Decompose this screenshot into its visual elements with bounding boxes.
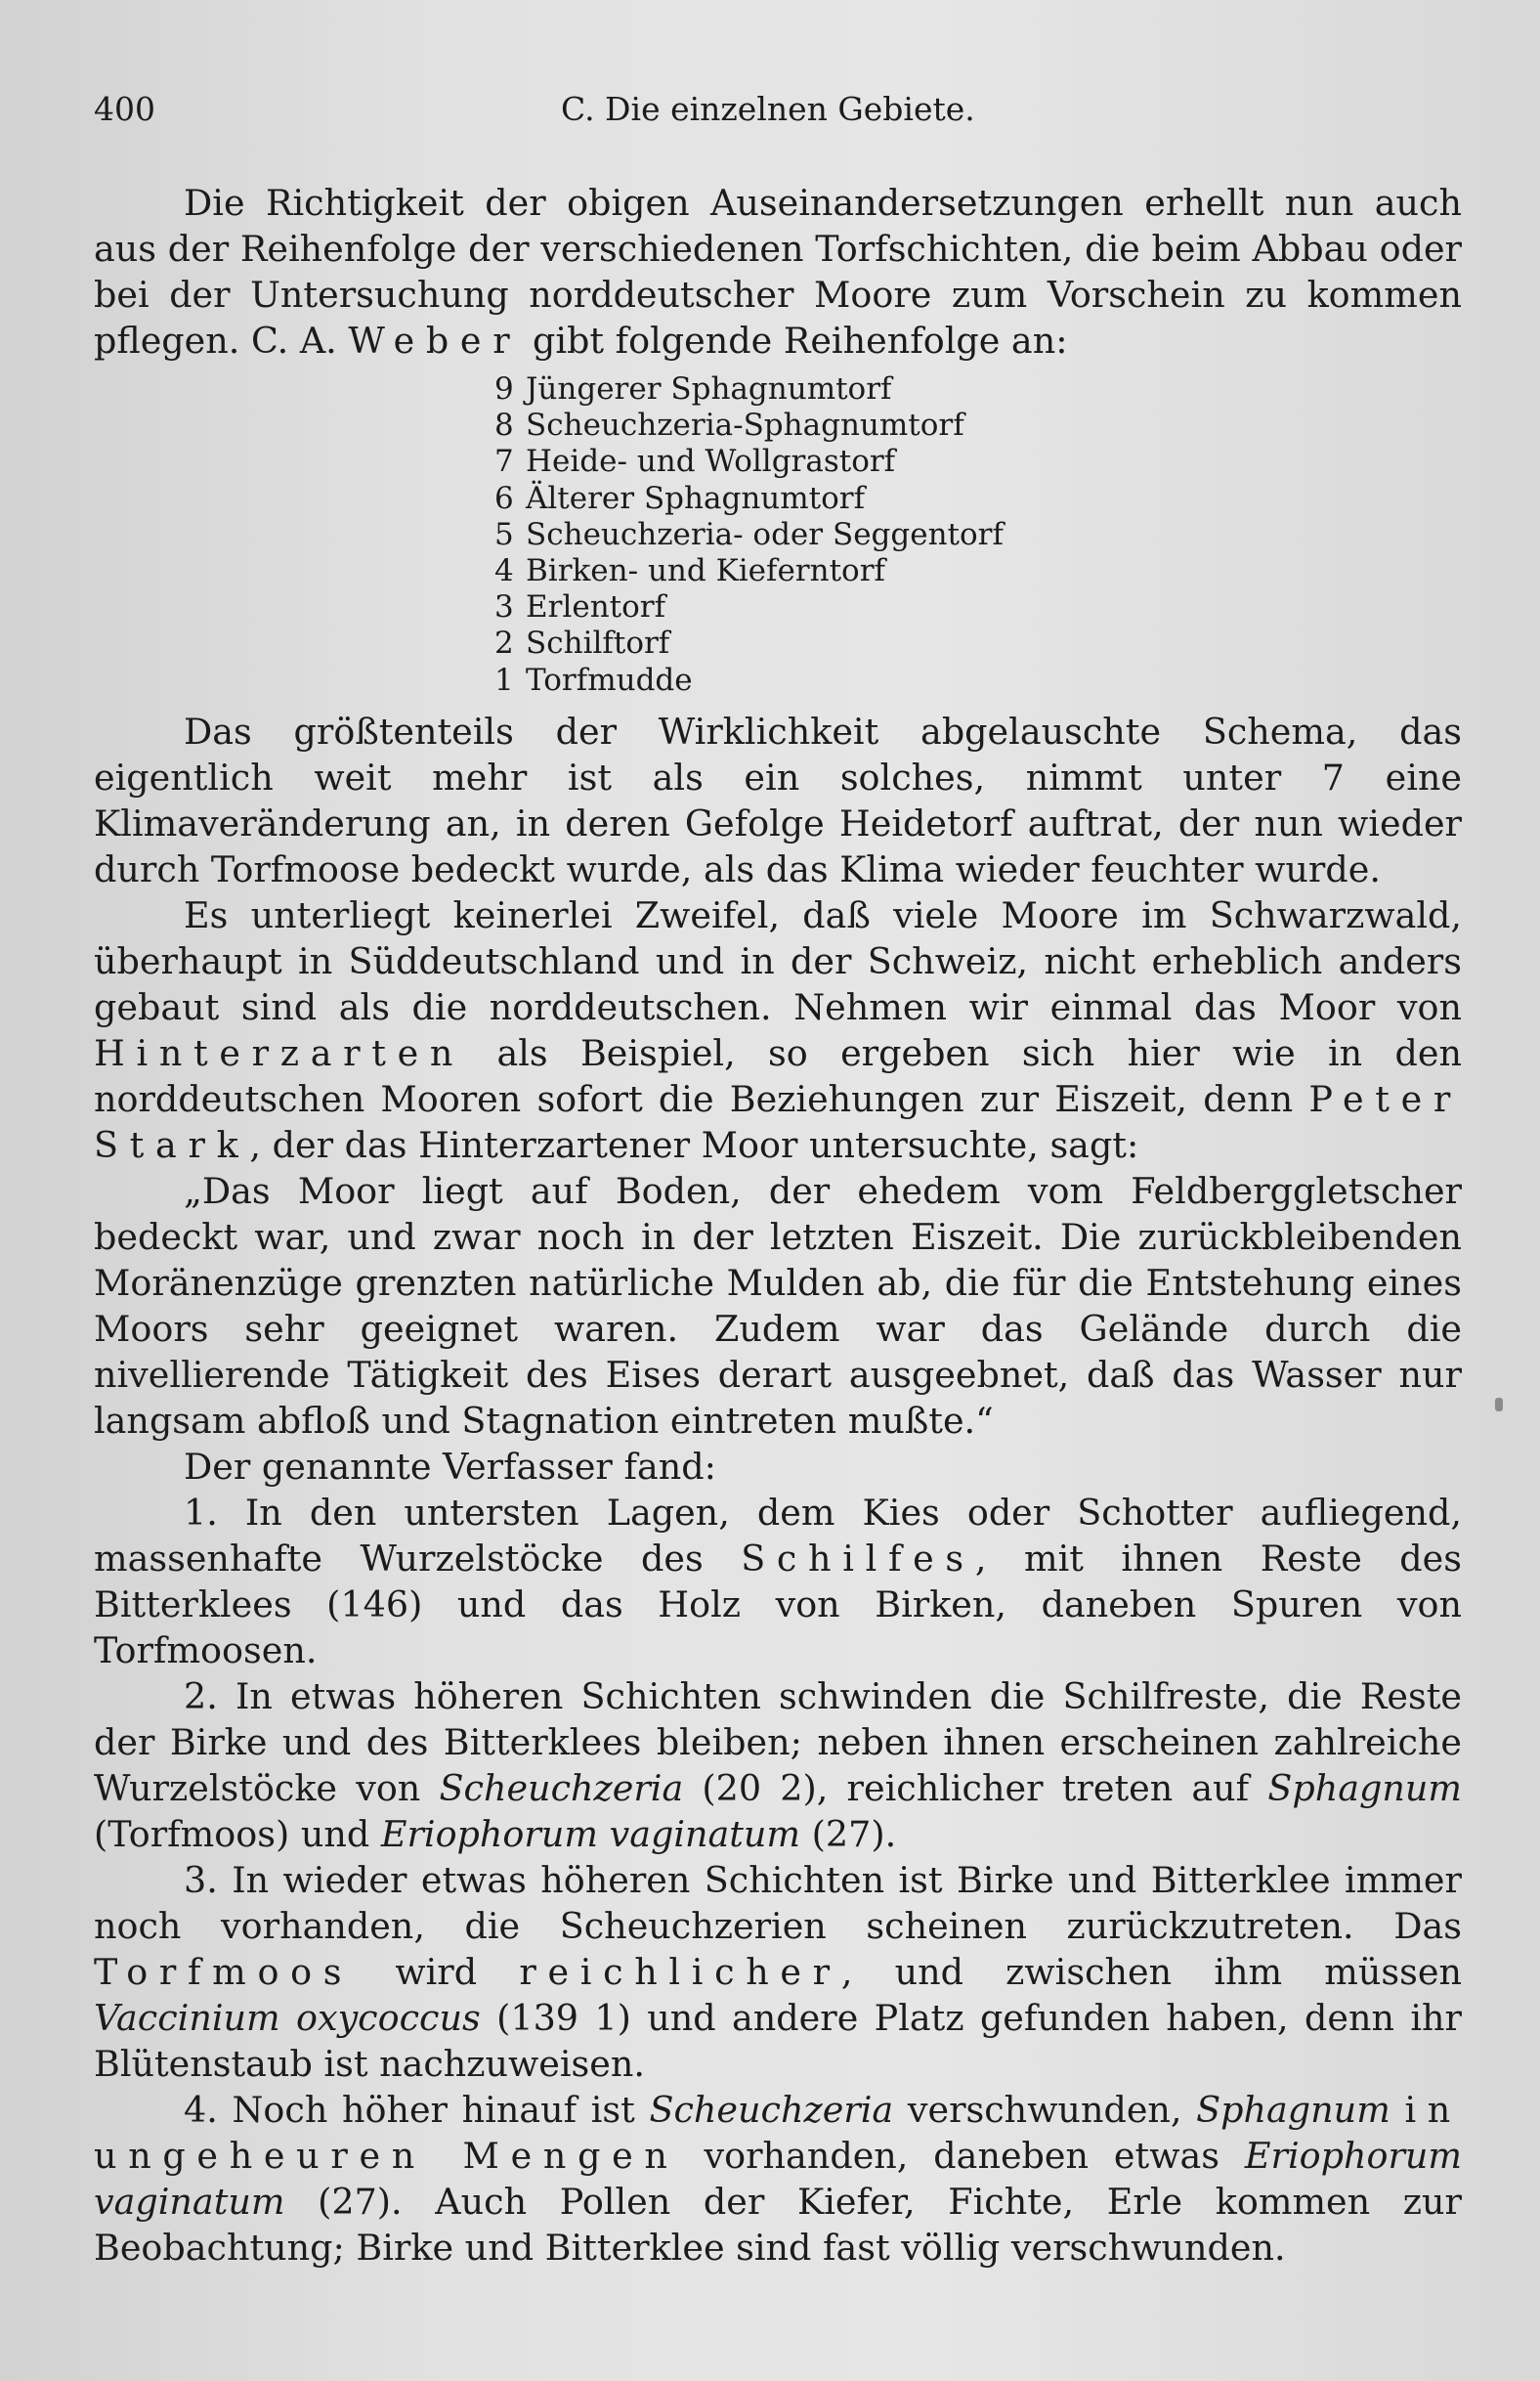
sequence-label: Heide- und Wollgrastorf (526, 444, 896, 480)
paragraph-hinterzarten (94, 892, 1462, 1168)
finding-number: 3. (184, 1858, 218, 1901)
emphasis-torfmoos: Torfmoos (94, 1950, 354, 1993)
place-name-hinterzarten: Hinterzarten (94, 1031, 465, 1074)
emphasis-mengen: in ungeheuren Mengen (94, 2088, 1462, 2177)
finding-2 (94, 1673, 1462, 1857)
finding-text: In etwas höheren Schichten schwinden die Schilfreste, die Reste der Birke und des Bitterklees bleiben; neben ihnen erscheinen zahlreiche Wurzelstöcke von (94, 1674, 1462, 1809)
margin-mark (1495, 1398, 1503, 1411)
sequence-item (494, 371, 1462, 408)
sequence-number: 4 (494, 553, 514, 589)
running-title: C. Die einzelnen Gebiete. (561, 90, 975, 128)
paragraph-schema: Das größtenteils der Wirklichkeit abgelauschte Schema, das eigentlich weit mehr ist als ein solches, nimmt unter 7 eine Klimaveränderung an, in deren Gefolge Heidetorf auftrat, der nun wieder durch Torfmoose bedeckt wurde, als das Klima wieder feuchter wurde. (94, 710, 1462, 890)
paragraph-text: Die Richtigkeit der obigen Auseinandersetzungen erhellt nun auch aus der Reihenfolge der verschiedenen Torfschichten, die beim Abbau oder bei der Untersuchung norddeutscher Moore zum Vorschein zu kommen pflegen. C. A. (94, 182, 1462, 362)
finding-text: , und zwischen ihm müssen (840, 1950, 1462, 1993)
finding-text: , mit ihnen Reste des Bitterklees (146) und das Holz von Birken, daneben Spuren von Torfmoosen. (94, 1537, 1462, 1671)
finding-text (1390, 2089, 1405, 2131)
finding-text: In wieder etwas höheren Schichten ist Birke und Bitterklee immer noch vorhanden, die Scheuchzerien scheinen zurückzutreten. Das (94, 1858, 1462, 1947)
sequence-item (494, 626, 1462, 662)
finding-text: Noch höher hinauf ist (217, 2088, 650, 2131)
sequence-label: Erlentorf (526, 589, 666, 626)
finding-text: verschwunden, (893, 2088, 1197, 2131)
sequence-number: 6 (494, 480, 514, 516)
finding-text: wird (353, 1950, 520, 1993)
sequence-label: Birken- und Kieferntorf (526, 553, 886, 589)
taxon-eriophorum: Eriophorum vaginatum (380, 1812, 801, 1855)
taxon-sphagnum: Sphagnum (1267, 1766, 1462, 1809)
finding-number: 1. (184, 1491, 218, 1534)
page-number: 400 (94, 90, 155, 128)
paragraph-text: Es unterliegt keinerlei Zweifel, daß viele Moore im Schwarzwald, überhaupt in Süddeutschland und in der Schweiz, nicht erheblich anders gebaut sind als die norddeutschen. Nehmen wir einmal das Moor von (94, 893, 1462, 1028)
finding-text: (20 2), reichlicher treten auf (683, 1766, 1268, 1809)
stark-quote: „Das Moor liegt auf Boden, der ehedem vom Feldberggletscher bedeckt war, und zwar noch in der letzten Eiszeit. Die zurückbleibenden Moränenzüge grenzten natürliche Mulden ab, die für die Entstehung eines Moors sehr geeignet waren. Zudem war das Gelände durch die nivellierende Tätigkeit des Eises derart ausgeebnet, daß das Wasser nur langsam abfloß und Stagnation eintreten mußte.“ (94, 1169, 1462, 1442)
taxon-sphagnum: Sphagnum (1196, 2088, 1390, 2131)
sequence-number: 9 (494, 371, 514, 407)
finding-text: (Torfmoos) und (94, 1812, 381, 1855)
sequence-label: Scheuchzeria-Sphagnumtorf (526, 408, 964, 444)
findings-intro: Der genannte Verfasser fand: (184, 1445, 716, 1488)
taxon-vaccinium: Vaccinium oxycoccus (94, 1996, 481, 2039)
finding-number: 4. (184, 2088, 218, 2131)
finding-text: (27). (800, 1812, 897, 1855)
sequence-number: 7 (494, 444, 514, 480)
taxon-scheuchzeria: Scheuchzeria (439, 1766, 684, 1809)
sequence-label: Jüngerer Sphagnumtorf (526, 371, 892, 407)
sequence-number: 2 (494, 626, 514, 662)
finding-text: In den untersten Lagen, dem Kies oder Schotter aufliegend, massenhafte Wurzelstöcke des (94, 1491, 1462, 1580)
sequence-number: 1 (494, 662, 514, 698)
taxon-scheuchzeria: Scheuchzeria (649, 2088, 894, 2131)
paragraph-text: gibt folgende Reihenfolge an: (521, 320, 1068, 362)
sequence-number: 3 (494, 589, 514, 626)
finding-3 (94, 1857, 1462, 2087)
sequence-item (494, 481, 1462, 517)
taxon-eriophorum: Eriophorum vaginatum (94, 2134, 1463, 2223)
finding-text: (27). Auch Pollen der Kiefer, Fichte, Erle kommen zur Beobachtung; Birke und Bitterklee sind fast völlig verschwunden. (94, 2180, 1462, 2269)
sequence-item (494, 553, 1462, 589)
finding-number: 2. (184, 1674, 218, 1717)
sequence-number: 5 (494, 516, 514, 552)
emphasis-schilfes: Schilfes (741, 1537, 975, 1580)
finding-4 (94, 2087, 1462, 2271)
emphasis-reichlicher: reichlicher (519, 1950, 841, 1993)
sequence-label: Scheuchzeria- oder Seggentorf (526, 516, 1004, 552)
sequence-item (494, 517, 1462, 553)
sequence-item (494, 589, 1462, 626)
paragraph-text: , der das Hinterzartener Moor untersuchte, sagt: (249, 1123, 1139, 1166)
sequence-label: Schilftorf (526, 626, 670, 662)
paragraph-weber-intro (94, 180, 1462, 364)
sequence-item (494, 444, 1462, 480)
page-header (94, 90, 1462, 139)
finding-text: (139 1) und andere Platz gefunden haben, denn ihr Blütenstaub ist nachzuweisen. (94, 1996, 1462, 2085)
sequence-item (494, 408, 1462, 444)
sequence-number: 8 (494, 408, 514, 444)
page-body (94, 180, 1462, 2271)
finding-text: vorhanden, daneben etwas (678, 2134, 1245, 2177)
peat-sequence-list (94, 371, 1462, 699)
sequence-item (494, 663, 1462, 699)
finding-1 (94, 1490, 1462, 1673)
sequence-label: Torfmudde (526, 662, 693, 698)
paragraph-text: als Beispiel, so ergeben sich hier wie in den norddeutschen Mooren sofort die Beziehungen zur Eiszeit, denn (94, 1031, 1462, 1120)
author-name-stark: Peter Stark (94, 1077, 1462, 1166)
author-name-weber: Weber (348, 320, 522, 362)
sequence-label: Älterer Sphagnumtorf (526, 480, 866, 516)
